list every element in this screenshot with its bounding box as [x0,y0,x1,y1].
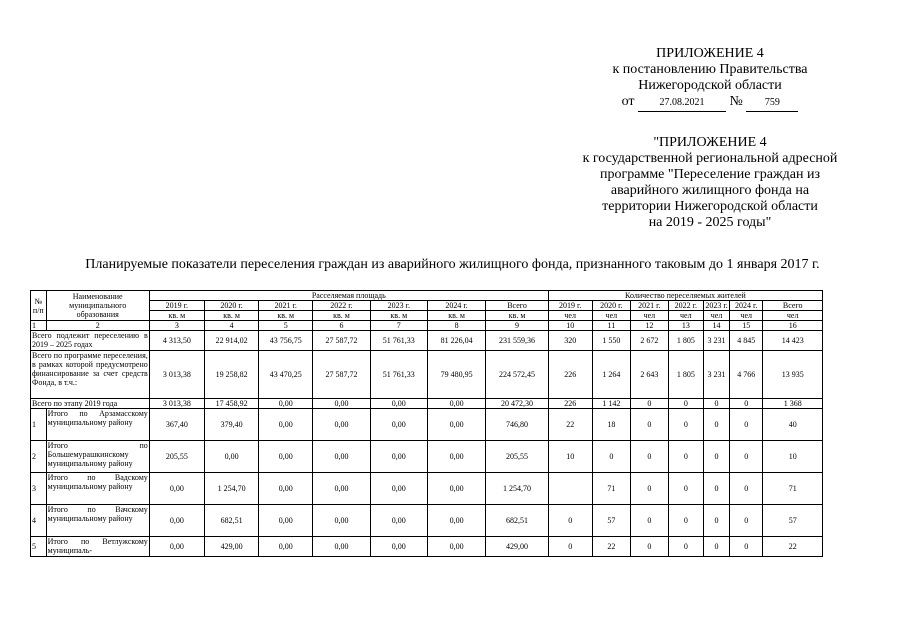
table-cell: 0,00 [313,399,370,409]
year-header: 2022 г. [668,301,703,311]
year-header: 2022 г. [313,301,370,311]
area-group-header: Расселяемая площадь [149,291,548,301]
col-name-header: Наименование муниципального образования [46,291,149,321]
table-cell: 0 [548,537,592,557]
column-number: 13 [668,321,703,331]
table-cell: 57 [592,505,631,537]
table-cell: 71 [592,473,631,505]
table-cell: 746,80 [486,409,549,441]
table-cell: 0 [730,399,763,409]
table-cell: 2 672 [631,331,669,351]
resolution-line: к постановлению Правительства [612,62,808,77]
table-row [31,441,823,473]
unit-header: чел [592,311,631,321]
program-line: на 2019 - 2025 годы" [648,215,772,230]
table-cell: 3 231 [704,351,730,399]
resolution-date: 27.08.2021 [638,95,726,112]
row-number: 3 [31,473,47,505]
year-header: 2024 г. [427,301,485,311]
table-cell: 22 [548,409,592,441]
table-cell: 0 [668,537,703,557]
column-number: 2 [46,321,149,331]
table-cell: 429,00 [204,537,258,557]
table-cell [548,473,592,505]
table-cell: 1 368 [763,399,823,409]
table-row [31,473,823,505]
year-header: Всего [763,301,823,311]
table-cell: 0 [668,399,703,409]
unit-header: чел [668,311,703,321]
table-cell: 1 264 [592,351,631,399]
table-cell: 71 [763,473,823,505]
table-cell: 0,00 [370,473,427,505]
table-cell: 0,00 [427,473,485,505]
table-cell: 4 313,50 [149,331,204,351]
unit-header: чел [704,311,730,321]
table-cell: 0 [704,537,730,557]
table-cell: 43 756,75 [259,331,313,351]
table-cell: 0 [730,473,763,505]
table-cell: 0 [668,473,703,505]
table-cell: 0,00 [259,409,313,441]
row-number: 5 [31,537,47,557]
column-number: 8 [427,321,485,331]
number-label: № [729,94,743,109]
from-label: от [621,94,635,109]
year-header: 2024 г. [730,301,763,311]
table-row [31,351,823,399]
table-cell: 0 [730,409,763,441]
table-cell: 0,00 [259,441,313,473]
table-cell: 0,00 [204,441,258,473]
table-cell: 0,00 [427,399,485,409]
table-cell: 0,00 [370,441,427,473]
table-cell: 0 [730,441,763,473]
table-cell: 0,00 [149,537,204,557]
table-cell: 0,00 [427,441,485,473]
table-cell: 0,00 [313,473,370,505]
unit-header: кв. м [149,311,204,321]
table-row [31,331,823,351]
column-number: 7 [370,321,427,331]
col-number-header: № п/п [31,291,47,321]
table-cell: 18 [592,409,631,441]
table-cell: 0,00 [427,505,485,537]
table-cell: 22 [592,537,631,557]
table-cell: 0 [668,505,703,537]
table-cell: 0 [592,441,631,473]
table-cell: 10 [763,441,823,473]
unit-header: кв. м [259,311,313,321]
table-cell: 4 766 [730,351,763,399]
table-cell: 0,00 [370,505,427,537]
row-number: 4 [31,505,47,537]
table-cell: 17 458,92 [204,399,258,409]
table-cell: 0,00 [149,505,204,537]
row-name: Всего по этапу 2019 года [31,399,150,409]
table-cell: 43 470,25 [259,351,313,399]
table-cell: 0,00 [259,473,313,505]
table-cell: 22 [763,537,823,557]
table-cell: 57 [763,505,823,537]
table-cell: 51 761,33 [370,351,427,399]
table-cell: 0 [704,505,730,537]
table-cell: 0 [631,505,669,537]
table-cell: 0,00 [370,399,427,409]
unit-header: кв. м [427,311,485,321]
table-cell: 0 [668,409,703,441]
table-cell: 22 914,02 [204,331,258,351]
column-number: 1 [31,321,47,331]
table-cell: 13 935 [763,351,823,399]
year-header: 2020 г. [592,301,631,311]
table-cell: 0 [704,399,730,409]
year-header: 2019 г. [149,301,204,311]
table-cell: 0 [730,537,763,557]
table-cell: 14 423 [763,331,823,351]
table-cell: 205,55 [149,441,204,473]
unit-header: чел [763,311,823,321]
table-row [31,537,823,557]
table-cell: 429,00 [486,537,549,557]
people-group-header: Количество переселяемых жителей [548,291,822,301]
column-number: 6 [313,321,370,331]
appendix-title-2: "ПРИЛОЖЕНИЕ 4 [653,135,767,150]
table-cell: 0 [704,473,730,505]
program-header [555,135,865,231]
table-cell: 0 [704,409,730,441]
unit-header: кв. м [486,311,549,321]
appendix-title: ПРИЛОЖЕНИЕ 4 [656,46,764,61]
column-number: 15 [730,321,763,331]
unit-header: чел [631,311,669,321]
table-cell: 1 805 [668,351,703,399]
row-number: 1 [31,409,47,441]
unit-header: кв. м [313,311,370,321]
table-cell: 19 258,82 [204,351,258,399]
table-cell: 0 [631,441,669,473]
table-cell: 40 [763,409,823,441]
unit-header: кв. м [204,311,258,321]
row-name: Итого по Арзамасскому муниципальному району [46,409,149,441]
table-cell: 4 845 [730,331,763,351]
table-cell: 79 480,95 [427,351,485,399]
resolution-number: 759 [746,95,798,112]
table-cell: 1 550 [592,331,631,351]
column-number: 5 [259,321,313,331]
unit-header: чел [730,311,763,321]
table-row [31,409,823,441]
row-name: Итого по Вадскому муниципальному району [46,473,149,505]
table-cell: 0 [548,505,592,537]
table-cell: 3 013,38 [149,399,204,409]
table-cell: 0,00 [259,399,313,409]
unit-header: кв. м [370,311,427,321]
table-cell: 0,00 [313,537,370,557]
year-header: 2021 г. [259,301,313,311]
resettlement-table [30,290,823,557]
year-header: Всего [486,301,549,311]
region-line: Нижегородской области [638,78,782,93]
table-cell: 0,00 [313,505,370,537]
table-cell: 205,55 [486,441,549,473]
table-cell: 0 [631,409,669,441]
column-number: 11 [592,321,631,331]
table-cell: 0,00 [259,505,313,537]
table-cell: 0,00 [149,473,204,505]
row-name: Итого по Большемурашкинскому муниципальному району [46,441,149,473]
table-cell: 682,51 [204,505,258,537]
program-line: программе "Переселение граждан из [600,167,820,182]
table-cell: 1 254,70 [204,473,258,505]
program-line: аварийного жилищного фонда на [610,183,810,198]
table-cell: 0,00 [313,409,370,441]
table-cell: 226 [548,351,592,399]
column-number: 12 [631,321,669,331]
table-cell: 0 [631,399,669,409]
column-number: 9 [486,321,549,331]
table-cell: 0,00 [370,537,427,557]
year-header: 2021 г. [631,301,669,311]
approval-header [560,46,860,112]
table-cell: 0 [631,473,669,505]
year-header: 2023 г. [370,301,427,311]
table-cell: 51 761,33 [370,331,427,351]
table-cell: 1 805 [668,331,703,351]
column-number: 10 [548,321,592,331]
table-cell: 27 587,72 [313,331,370,351]
unit-header: чел [548,311,592,321]
table-cell: 20 472,30 [486,399,549,409]
table-cell: 2 643 [631,351,669,399]
row-name: Итого по Вачскому муниципальному району [46,505,149,537]
row-name: Всего по программе переселения, в рамках которой предусмотрено финансирование за счет средств Фонда, в т.ч.: [31,351,150,399]
table-cell: 231 559,36 [486,331,549,351]
table-cell: 3 013,38 [149,351,204,399]
year-header: 2023 г. [705,301,728,310]
year-header: 2020 г. [204,301,258,311]
table-cell: 0 [704,441,730,473]
table-cell: 0,00 [427,537,485,557]
table-cell: 379,40 [204,409,258,441]
table-cell: 0 [730,505,763,537]
column-numbers-row [31,321,823,331]
row-name: Итого по Ветлужскому муниципаль- [47,537,148,555]
year-header: 2019 г. [548,301,592,311]
table-cell: 10 [548,441,592,473]
row-number: 2 [31,441,47,473]
column-number: 16 [763,321,823,331]
column-number: 4 [204,321,258,331]
table-cell: 226 [548,399,592,409]
program-line: к государственной региональной адресной [582,151,838,166]
row-name: Всего подлежит переселению в 2019 – 2025 годах [32,331,148,349]
table-cell: 682,51 [486,505,549,537]
document-title: Планируемые показатели переселения граждан из аварийного жилищного фонда, признанного таковым до 1 января 2017 г. [85,257,820,272]
table-cell: 0 [631,537,669,557]
table-cell: 1 254,70 [486,473,549,505]
table-cell: 0 [668,441,703,473]
table-cell: 367,40 [149,409,204,441]
column-number: 3 [149,321,204,331]
table-cell: 81 226,04 [427,331,485,351]
program-line: территории Нижегородской области [602,199,818,214]
date-number-line [560,94,860,112]
table-cell: 0,00 [259,537,313,557]
table-cell: 320 [548,331,592,351]
table-cell: 0,00 [370,409,427,441]
table-cell: 3 231 [704,331,730,351]
table-cell: 224 572,45 [486,351,549,399]
table-row [31,505,823,537]
table-cell: 0,00 [313,441,370,473]
table-cell: 1 142 [592,399,631,409]
column-number: 14 [704,321,730,331]
table-cell: 0,00 [427,409,485,441]
table-cell: 27 587,72 [313,351,370,399]
table-row [31,399,823,409]
